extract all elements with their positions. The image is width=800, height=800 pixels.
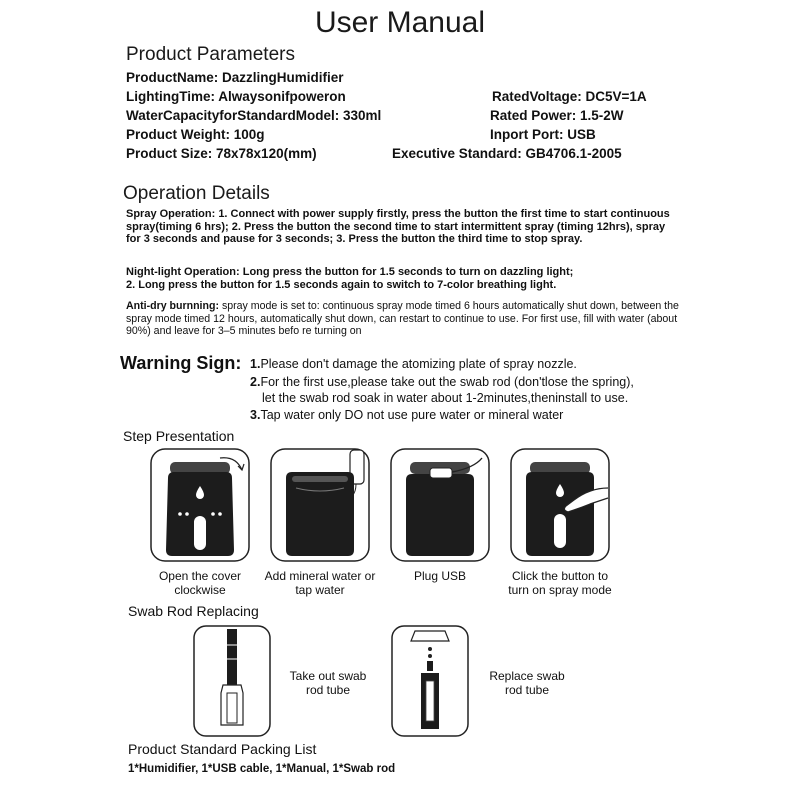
water-capacity: WaterCapacityforStandardModel: 330ml [126, 108, 382, 123]
spray-operation-text: 1. Connect with power supply firstly, press the button the first time to start continuous spray(timing 6 hrs); 2. Press the button the second time to start intermittent spray (timing 12hrs), spray for 3 seconds and pause for 3 seconds; 3. Press the button the third time to stop spray. [126, 208, 670, 245]
step-presentation-heading: Step Presentation [123, 428, 235, 444]
warning-sign-heading: Warning Sign: [120, 353, 242, 373]
step-3-caption: Plug USB [413, 569, 467, 583]
anti-dry-burning [126, 300, 686, 338]
warning-number-1: 1. [250, 357, 261, 371]
rated-voltage: RatedVoltage: DC5V=1A [492, 89, 647, 104]
warning-number-3: 3. [250, 408, 261, 422]
executive-standard: Executive Standard: GB4706.1-2005 [392, 146, 622, 161]
spray-operation-label: Spray Operation: [126, 208, 216, 220]
step-3-illustration [390, 448, 490, 562]
page-title: User Manual [314, 6, 486, 39]
swab-rod-heading: Swab Rod Replacing [128, 603, 259, 619]
night-light-label: Night-light Operation: [126, 266, 240, 278]
anti-dry-text: spray mode is set to: continuous spray mode timed 6 hours automatically shut down, between the spray mode timed 12 hours, automatically shut down, can restart to continue to use. For first use, fill with water (about 90%) and leave for 3–5 minutes befo re turning on [126, 300, 679, 338]
operation-details-heading: Operation Details [123, 183, 270, 204]
lighting-time: LightingTime: Alwaysonifpoweron [126, 89, 346, 104]
warning-text-3: Tap water only DO not use pure water or mineral water [260, 408, 564, 422]
warning-item-1 [250, 357, 577, 371]
warning-text-2a: For the first use,please take out the swab rod (don'tlose the spring), [260, 375, 634, 389]
night-light-text-2: 2. Long press the button for 1.5 seconds again to switch to 7-color breathing light. [126, 278, 557, 291]
anti-dry-label: Anti-dry burnning: [126, 300, 219, 312]
swab-replace-caption: Replace swab rod tube [489, 669, 565, 697]
night-light-operation [126, 266, 671, 291]
warning-text-1: Please don't damage the atomizing plate of spray nozzle. [260, 357, 577, 371]
step-2-illustration [270, 448, 370, 562]
step-4-illustration [510, 448, 610, 562]
packing-list-items: 1*Humidifier, 1*USB cable, 1*Manual, 1*Swab rod [128, 763, 396, 775]
warning-item-2 [250, 375, 634, 389]
product-parameters-heading: Product Parameters [126, 44, 295, 65]
night-light-text-1: Long press the button for 1.5 seconds to turn on dazzling light; [242, 266, 574, 278]
warning-number-2: 2. [250, 375, 261, 389]
input-port: Inport Port: USB [490, 127, 596, 142]
warning-item-2-cont: let the swab rod soak in water about 1-2minutes,theninstall to use. [262, 391, 629, 405]
step-2-caption: Add mineral water or tap water [264, 569, 376, 597]
swab-take-out-caption: Take out swab rod tube [289, 669, 367, 697]
step-1-caption: Open the cover clockwise [158, 569, 242, 597]
spray-operation [126, 208, 671, 246]
swab-take-out-illustration [193, 625, 271, 737]
swab-replace-illustration [391, 625, 469, 737]
rated-power: Rated Power: 1.5-2W [490, 108, 624, 123]
product-weight: Product Weight: 100g [126, 127, 265, 142]
product-size: Product Size: 78x78x120(mm) [126, 146, 317, 161]
step-4-caption: Click the button to turn on spray mode [508, 569, 612, 597]
warning-item-3 [250, 408, 563, 422]
step-1-illustration [150, 448, 250, 562]
packing-list-heading: Product Standard Packing List [128, 741, 317, 757]
product-name: ProductName: DazzlingHumidifier [126, 70, 344, 85]
